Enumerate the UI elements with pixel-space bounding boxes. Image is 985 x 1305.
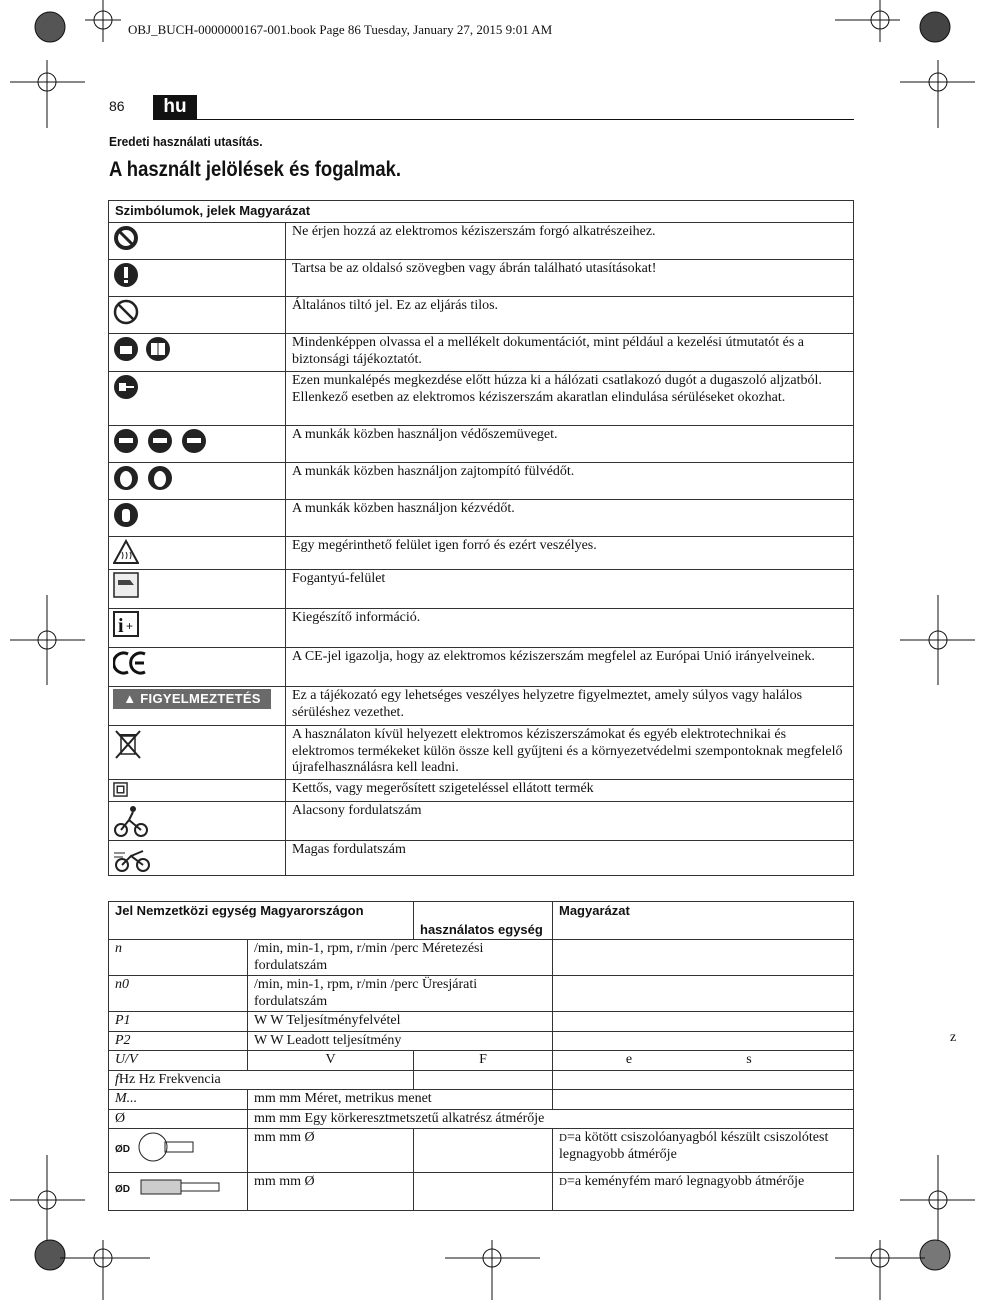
- unit-symbol: Ø: [109, 1109, 248, 1129]
- list-item: Magas fordulatszám: [286, 840, 854, 875]
- ear-protection-icon: [113, 465, 173, 491]
- list-item: Ne érjen hozzá az elektromos kéziszerszám forgó alkatrészeihez.: [286, 223, 854, 260]
- warning-label-text: FIGYELMEZTETÉS: [140, 691, 261, 706]
- stray-char: z: [950, 1030, 957, 1045]
- read-manual-icon: [113, 336, 173, 362]
- ce-mark-icon: [113, 650, 149, 676]
- no-touch-rotating-icon: [113, 225, 139, 251]
- exclamation-icon: [113, 262, 139, 288]
- unit-text: mm mm Ø: [248, 1129, 414, 1173]
- list-item: Mindenképpen olvassa el a mellékelt dokumentációt, mint például a kezelési útmutatót és a biztonsági tájékoztatót.: [286, 334, 854, 372]
- icon-label: ØD: [115, 1184, 130, 1195]
- unit-text: Hz Hz Frekvencia: [118, 1071, 221, 1087]
- symbols-table-header: Szimbólumok, jelek Magyarázat: [109, 201, 854, 223]
- unit-symbol-unit: V: [129, 1052, 138, 1067]
- unit-text: W W Leadott teljesítmény: [248, 1031, 553, 1051]
- high-speed-bike-icon: [113, 843, 153, 873]
- unit-symbol: f: [115, 1071, 119, 1087]
- list-item: Ez a tájékozató egy lehetséges veszélyes helyzetre figyelmeztet, amely súlyos vagy halálos sérüléshez vezethet.: [286, 687, 854, 726]
- unit-explanation: =a keményfém maró legnagyobb átmérője: [566, 1174, 805, 1189]
- list-item: A CE-jel igazolja, hogy az elektromos kéziszerszám megfelel az Európai Unió irányelveinek.: [286, 648, 854, 687]
- unit-local: F: [414, 1051, 553, 1071]
- list-item: Fogantyú-felület: [286, 570, 854, 609]
- handle-icon: [113, 572, 139, 598]
- unit-symbol: n: [109, 940, 248, 976]
- units-header-left: Jel Nemzetközi egység Magyarországon: [109, 902, 414, 940]
- unit-intl: V: [248, 1051, 414, 1071]
- unit-text: mm mm Méret, metrikus menet: [248, 1090, 553, 1110]
- units-table: Jel Nemzetközi egység Magyarországon használatos egység Magyarázat n /min, min-1, rpm, r/min /perc Méretezési fordulatszám n0 /min, min-1, rpm, r/min /perc Üresjárati fordulatszám P1 W W Teljesítményfelvétel P2 W W Leadott teljesítmény U/V V F e s fHz Hz Frekvencia M... mm mm Méret, metrikus menet Ø mm mm Egy körkeresztmetszetű alkatrész átmérője ØD mm mm Ø D=a kötött csiszolóanyagból készült csiszolótest legnagyobb átmérője ØD mm mm Ø D=a keményfém maró legnagyobb átmérője: [108, 901, 854, 1211]
- list-item: Tartsa be az oldalsó szövegben vagy ábrán található utasításokat!: [286, 260, 854, 297]
- list-item: Alacsony fordulatszám: [286, 801, 854, 840]
- unit-symbol: P2: [109, 1031, 248, 1051]
- carbide-cutter-diameter-icon: [115, 1174, 225, 1200]
- unit-text: W W Teljesítményfelvétel: [248, 1012, 553, 1032]
- unit-symbol: n0: [109, 976, 248, 1012]
- units-header-right: Magyarázat: [553, 902, 854, 940]
- unit-symbol: P1: [109, 1012, 248, 1032]
- list-item: A munkák közben használjon védőszemüveget.: [286, 426, 854, 463]
- subheading: Eredeti használati utasítás.: [109, 134, 263, 149]
- unit-text: mm mm Egy körkeresztmetszetű alkatrész átmérője: [248, 1109, 854, 1129]
- prohibition-icon: [113, 299, 139, 325]
- language-badge: hu: [153, 95, 197, 119]
- svg-text:i: i: [118, 615, 124, 637]
- units-header-mid: használatos egység: [414, 902, 553, 940]
- hot-surface-icon: [113, 539, 139, 565]
- weee-bin-icon: [113, 728, 143, 760]
- subscript: D: [559, 1176, 567, 1188]
- list-item: A munkák közben használjon zajtompító fülvédőt.: [286, 463, 854, 500]
- list-item: A használaton kívül helyezett elektromos kéziszerszámokat és egyéb elektrotechnikai és elektromos termékeket külön össze kell gyűjteni és a környezetvédelmi szempontoknak megfelelő újrafelhasználásra kell leadni.: [286, 726, 854, 780]
- unit-text: mm mm Ø: [248, 1173, 414, 1211]
- eye-protection-icon: [113, 428, 207, 454]
- page-number: 86: [109, 98, 125, 114]
- unit-symbol: U: [115, 1052, 126, 1067]
- warning-label: [113, 689, 271, 709]
- print-header: OBJ_BUCH-0000000167-001.book Page 86 Tuesday, January 27, 2015 9:01 AM: [128, 22, 553, 37]
- unit-text: /min, min-1, rpm, r/min /perc Méretezési fordulatszám: [248, 940, 553, 976]
- unplug-icon: [113, 374, 139, 400]
- header-rule: [153, 119, 854, 120]
- stray-char: s: [746, 1052, 752, 1067]
- list-item: A munkák közben használjon kézvédőt.: [286, 500, 854, 537]
- list-item: Kettős, vagy megerősített szigeteléssel ellátott termék: [286, 780, 854, 802]
- subscript: D: [559, 1132, 567, 1144]
- stray-char: e: [625, 1052, 633, 1067]
- list-item: Általános tiltó jel. Ez az eljárás tilos.: [286, 297, 854, 334]
- low-speed-bike-icon: [113, 804, 149, 838]
- unit-symbol: M...: [109, 1090, 248, 1110]
- list-item: Kiegészítő információ.: [286, 609, 854, 648]
- list-item: Ezen munkalépés megkezdése előtt húzza ki a hálózati csatlakozó dugót a dugaszoló aljzatból. Ellenkező esetben az elektromos kéziszerszám akaratlan elindulása sérüléseket okozhat.: [286, 372, 854, 426]
- page-title: A használt jelölések és fogalmak.: [109, 158, 402, 181]
- gloves-icon: [113, 502, 139, 528]
- list-item: Egy megérinthető felület igen forró és ezért veszélyes.: [286, 537, 854, 570]
- symbols-table: [108, 200, 854, 876]
- unit-explanation: =a kötött csiszolóanyagból készült csiszolótest legnagyobb átmérője: [559, 1130, 829, 1162]
- info-icon: [113, 611, 139, 637]
- warning-triangle-icon: ▲: [123, 691, 141, 706]
- svg-text:+: +: [126, 619, 134, 633]
- double-insulation-icon: [113, 782, 128, 797]
- icon-label: ØD: [115, 1144, 130, 1155]
- grinding-point-diameter-icon: [115, 1130, 195, 1164]
- unit-text: /min, min-1, rpm, r/min /perc Üresjárati fordulatszám: [248, 976, 553, 1012]
